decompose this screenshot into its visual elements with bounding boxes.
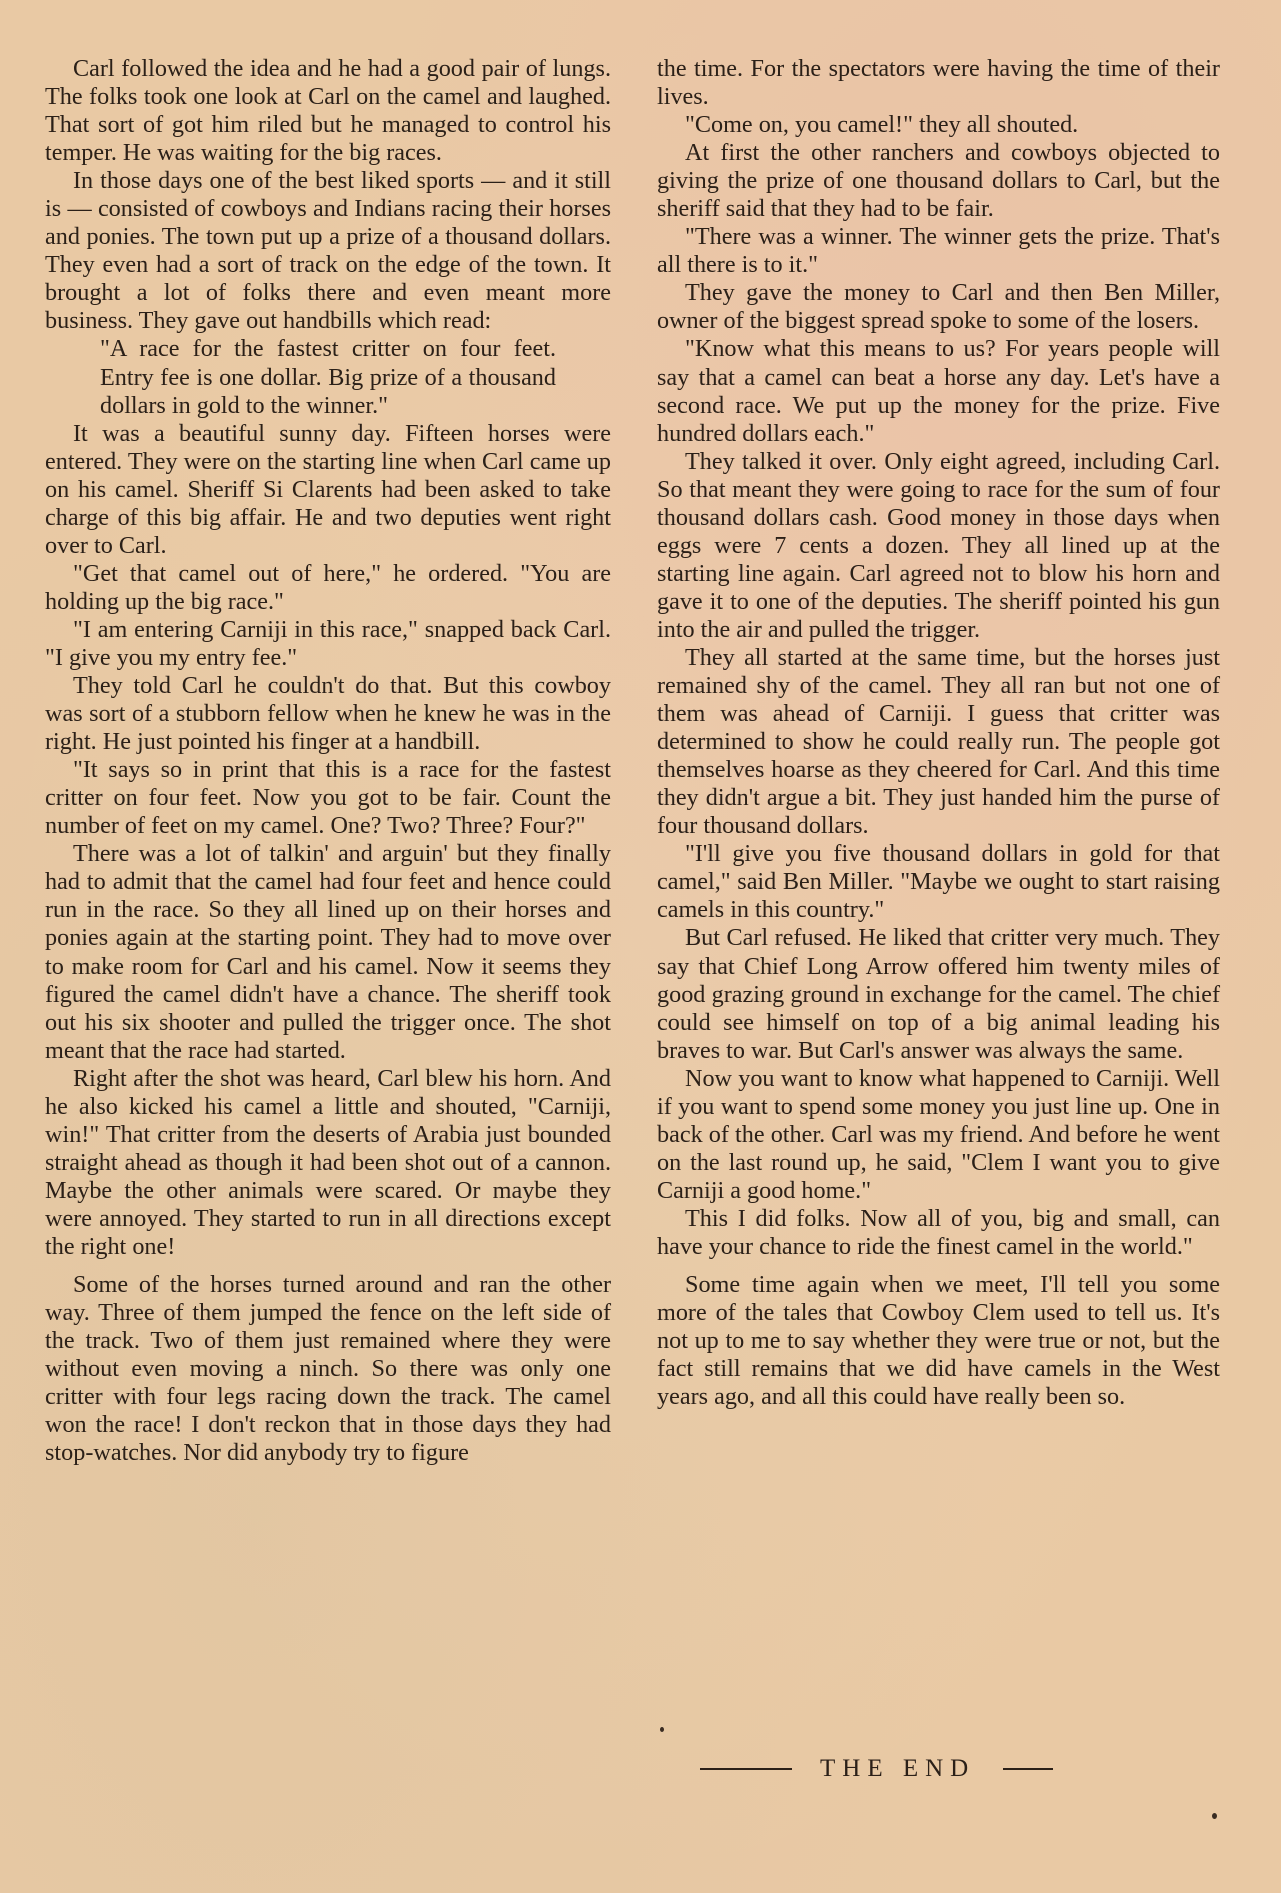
story-paragraph: Carl followed the idea and he had a good pair of lungs. The folks took one look at Carl on the camel and laughed. That sort of got him riled but he managed to control his temper. He was waiting for the big races.	[45, 55, 611, 167]
story-paragraph: Some of the horses turned around and ran the other way. Three of them jumped the fence on the left side of the track. Two of them just remained where they were without even moving a ninch. So there was only one critter with four legs racing down the track. The camel won the race! I don't reckon that in those days they had stop-watches. Nor did anybody try to figure	[45, 1271, 611, 1467]
story-paragraph: They talked it over. Only eight agreed, including Carl. So that meant they were going to race for the sum of four thousand dollars cash. Good money in those days when eggs were 7 cents a dozen. They all lined up at the starting line again. Carl agreed not to blow his horn and gave it to one of the deputies. The sheriff pointed his gun into the air and pulled the trigger.	[657, 447, 1220, 643]
ink-speck	[1212, 1813, 1217, 1819]
handbill-quote: "A race for the fastest critter on four feet. Entry fee is one dollar. Big prize of a thousand dollars in gold to the winner."	[100, 335, 556, 419]
the-end-marker	[700, 1755, 1230, 1783]
left-column	[45, 55, 611, 1467]
the-end-text: THE END	[820, 1755, 976, 1782]
story-paragraph: Some time again when we meet, I'll tell you some more of the tales that Cowboy Clem used to tell us. It's not up to me to say whether they were true or not, but the fact still remains that we did have camels in the West years ago, and all this could have really been so.	[657, 1271, 1220, 1411]
story-paragraph: "It says so in print that this is a race for the fastest critter on four feet. Now you got to be fair. Count the number of feet on my camel. One? Two? Three? Four?"	[45, 756, 611, 840]
story-paragraph: But Carl refused. He liked that critter very much. They say that Chief Long Arrow offered him twenty miles of good grazing ground in exchange for the camel. The chief could see himself on top of a big animal leading his braves to war. But Carl's answer was always the same.	[657, 924, 1220, 1064]
story-paragraph: It was a beautiful sunny day. Fifteen horses were entered. They were on the starting line when Carl came up on his camel. Sheriff Si Clarents had been asked to take charge of this big affair. He and two deputies went right over to Carl.	[45, 419, 611, 559]
story-paragraph: There was a lot of talkin' and arguin' but they finally had to admit that the camel had four feet and hence could run in the race. So they all lined up on their horses and ponies again at the starting point. They had to move over to make room for Carl and his camel. Now it seems they figured the camel didn't have a chance. The sheriff took out his six shooter and pulled the trigger once. The shot meant that the race had started.	[45, 840, 611, 1064]
story-paragraph: "Know what this means to us? For years people will say that a camel can beat a horse any day. Let's have a second race. We put up the money for the prize. Five hundred dollars each."	[657, 335, 1220, 447]
right-column	[657, 55, 1220, 1411]
end-rule-right	[1003, 1768, 1053, 1770]
story-paragraph: At first the other ranchers and cowboys objected to giving the prize of one thousand dollars to Carl, but the sheriff said that they had to be fair.	[657, 139, 1220, 223]
story-paragraph: They told Carl he couldn't do that. But this cowboy was sort of a stubborn fellow when he knew he was in the right. He just pointed his finger at a handbill.	[45, 672, 611, 756]
end-rule-left	[700, 1768, 792, 1770]
story-paragraph: "There was a winner. The winner gets the prize. That's all there is to it."	[657, 223, 1220, 279]
ink-speck	[660, 1727, 664, 1732]
story-paragraph: They all started at the same time, but the horses just remained shy of the camel. They all ran but not one of them was ahead of Carniji. I guess that critter was determined to show he could really run. The people got themselves hoarse as they cheered for Carl. And this time they didn't argue a bit. They just handed him the purse of four thousand dollars.	[657, 643, 1220, 840]
story-paragraph: "Get that camel out of here," he ordered. "You are holding up the big race."	[45, 559, 611, 615]
story-paragraph: Right after the shot was heard, Carl blew his horn. And he also kicked his camel a little and shouted, "Carniji, win!" That critter from the deserts of Arabia just bounded straight ahead as though it had been shot out of a cannon. Maybe the other animals were scared. Or maybe they were annoyed. They started to run in all directions except the right one!	[45, 1064, 611, 1260]
story-paragraph: This I did folks. Now all of you, big and small, can have your chance to ride the finest camel in the world."	[657, 1204, 1220, 1260]
story-paragraph: They gave the money to Carl and then Ben Miller, owner of the biggest spread spoke to some of the losers.	[657, 279, 1220, 335]
story-paragraph: Now you want to know what happened to Carniji. Well if you want to spend some money you just line up. One in back of the other. Carl was my friend. And before he went on the last round up, he said, "Clem I want you to give Carniji a good home."	[657, 1064, 1220, 1204]
story-paragraph: the time. For the spectators were having the time of their lives.	[657, 55, 1220, 111]
story-paragraph: "I am entering Carniji in this race," snapped back Carl. "I give you my entry fee."	[45, 615, 611, 671]
story-paragraph: In those days one of the best liked sports — and it still is — consisted of cowboys and Indians racing their horses and ponies. The town put up a prize of a thousand dollars. They even had a sort of track on the edge of the town. It brought a lot of folks there and even meant more business. They gave out handbills which read:	[45, 167, 611, 335]
story-paragraph: "I'll give you five thousand dollars in gold for that camel," said Ben Miller. "Maybe we ought to start raising camels in this country."	[657, 840, 1220, 924]
story-paragraph: "Come on, you camel!" they all shouted.	[685, 111, 1079, 139]
